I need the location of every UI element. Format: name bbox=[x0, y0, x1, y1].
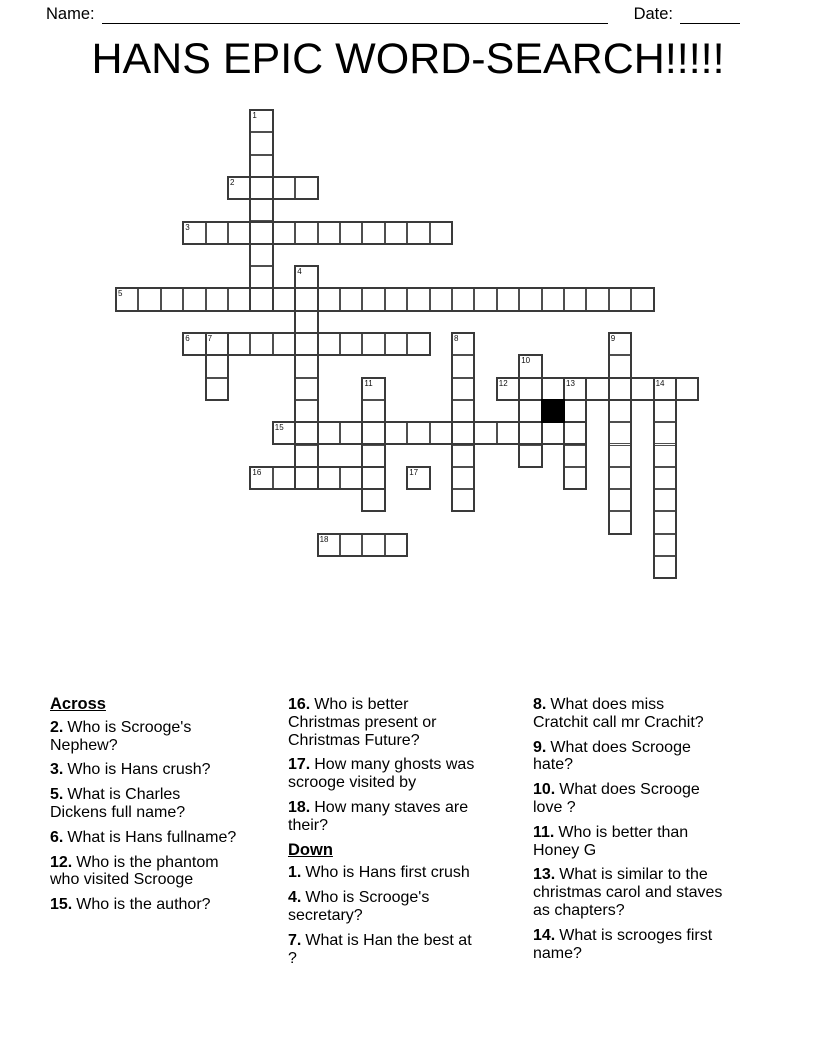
clue-number: 13. bbox=[533, 866, 556, 884]
grid-cell bbox=[318, 467, 340, 489]
clue-text: What does Scrooge hate? bbox=[533, 738, 691, 774]
grid-cell bbox=[609, 288, 631, 310]
clue-number: 12. bbox=[50, 853, 73, 871]
grid-cell bbox=[206, 378, 228, 400]
cell-number-3: 3 bbox=[185, 222, 190, 232]
grid-cell bbox=[452, 467, 474, 489]
grid-cell bbox=[228, 333, 250, 355]
grid-cell bbox=[654, 511, 676, 533]
grid-cell bbox=[228, 288, 250, 310]
grid-cell bbox=[452, 445, 474, 467]
grid-cell bbox=[519, 400, 541, 422]
grid-cell bbox=[273, 333, 295, 355]
grid-cell bbox=[295, 288, 317, 310]
clues-column-3 bbox=[533, 696, 723, 969]
clue-text: Who is Hans crush? bbox=[67, 761, 211, 779]
clue-number: 3. bbox=[50, 761, 64, 779]
clue-number: 15. bbox=[50, 896, 73, 914]
grid-cell bbox=[295, 378, 317, 400]
name-label: Name: bbox=[46, 5, 95, 23]
clue-number: 4. bbox=[288, 889, 302, 907]
grid-cell bbox=[340, 333, 362, 355]
clue-number: 10. bbox=[533, 781, 556, 799]
grid-cell bbox=[295, 177, 317, 199]
clue-number: 7. bbox=[288, 931, 302, 949]
clue-text: What is scrooges first name? bbox=[533, 926, 713, 962]
grid-cell bbox=[340, 534, 362, 556]
clue-down-14 bbox=[533, 927, 723, 963]
grid-cell bbox=[452, 422, 474, 444]
grid-cell bbox=[430, 422, 452, 444]
cell-number-6: 6 bbox=[185, 334, 190, 343]
grid-cell bbox=[273, 467, 295, 489]
black-cell bbox=[541, 399, 565, 423]
grid-cell bbox=[250, 266, 272, 288]
clue-across-6 bbox=[50, 829, 240, 847]
grid-cell bbox=[362, 422, 384, 444]
grid-cell bbox=[340, 288, 362, 310]
grid-cell bbox=[138, 288, 160, 310]
clue-text: Who is better than Honey G bbox=[533, 823, 689, 859]
grid-cell bbox=[654, 467, 676, 489]
grid-cell bbox=[183, 288, 205, 310]
grid-cell bbox=[362, 445, 384, 467]
cell-number-17: 17 bbox=[409, 467, 419, 477]
grid-cell bbox=[340, 222, 362, 244]
grid-cell bbox=[564, 445, 586, 467]
clue-text: What is Hans fullname? bbox=[67, 828, 237, 846]
clue-number: 17. bbox=[288, 756, 311, 774]
grid-cell bbox=[564, 400, 586, 422]
grid-cell bbox=[318, 288, 340, 310]
clue-across-12 bbox=[50, 854, 240, 890]
clue-across-5 bbox=[50, 786, 240, 822]
grid-cell bbox=[474, 288, 496, 310]
cell-number-8: 8 bbox=[454, 334, 459, 343]
clues-column-1 bbox=[50, 696, 240, 921]
clue-across-16 bbox=[288, 696, 476, 749]
cell-number-1: 1 bbox=[252, 111, 257, 120]
grid-cell bbox=[564, 422, 586, 444]
grid-cell bbox=[318, 333, 340, 355]
clue-text: Who is the phantom who visited Scrooge bbox=[50, 853, 219, 889]
across-header: Across bbox=[50, 695, 106, 713]
cell-number-5: 5 bbox=[118, 289, 123, 299]
cell-number-13: 13 bbox=[566, 378, 575, 388]
grid-cell bbox=[273, 177, 295, 199]
clue-across-17 bbox=[288, 756, 476, 792]
grid-cell bbox=[609, 378, 631, 400]
grid-cell bbox=[385, 422, 407, 444]
clue-text: What is Han the best at ? bbox=[288, 931, 472, 967]
clue-down-4 bbox=[288, 889, 476, 925]
grid-cell bbox=[385, 333, 407, 355]
cell-number-11: 11 bbox=[364, 378, 373, 388]
grid-cell bbox=[564, 467, 586, 489]
grid-cell bbox=[452, 489, 474, 511]
clue-number: 8. bbox=[533, 696, 547, 713]
cell-number-16: 16 bbox=[252, 467, 262, 477]
grid-cell bbox=[385, 288, 407, 310]
grid-cell bbox=[497, 288, 519, 310]
grid-cell bbox=[609, 511, 631, 533]
grid-cell bbox=[318, 222, 340, 244]
grid-cell bbox=[362, 333, 384, 355]
clue-number: 5. bbox=[50, 786, 64, 804]
grid-cell bbox=[362, 489, 384, 511]
grid-cell bbox=[654, 422, 676, 444]
cell-number-14: 14 bbox=[655, 378, 665, 388]
clue-across-3 bbox=[50, 761, 240, 779]
clue-text: What does Scrooge love ? bbox=[533, 781, 700, 816]
clue-down-10 bbox=[533, 781, 723, 817]
clue-text: How many ghosts was scrooge visited by bbox=[288, 756, 475, 792]
grid-cell bbox=[250, 177, 272, 199]
grid-cell bbox=[631, 288, 653, 310]
clue-text: Who is Hans first crush bbox=[305, 864, 470, 882]
clue-text: What is similar to the christmas carol and staves as chapters? bbox=[533, 866, 723, 919]
grid-cell bbox=[564, 288, 586, 310]
grid-cell bbox=[340, 467, 362, 489]
grid-cell bbox=[407, 222, 429, 244]
clue-number: 6. bbox=[50, 828, 64, 846]
grid-cell bbox=[273, 288, 295, 310]
cell-number-18: 18 bbox=[319, 534, 329, 544]
grid-cell bbox=[407, 333, 429, 355]
grid-cell bbox=[385, 222, 407, 244]
grid-cell bbox=[654, 534, 676, 556]
clue-down-13 bbox=[533, 866, 723, 919]
grid-cell bbox=[250, 222, 272, 244]
grid-cell bbox=[362, 288, 384, 310]
grid-cell bbox=[676, 378, 698, 400]
grid-cell bbox=[474, 422, 496, 444]
clue-text: What does miss Cratchit call mr Crachit? bbox=[533, 696, 704, 731]
grid-cell bbox=[631, 378, 653, 400]
clue-text: Who is the author? bbox=[76, 896, 211, 914]
grid-cell bbox=[542, 288, 564, 310]
grid-cell bbox=[295, 311, 317, 333]
clue-down-8 bbox=[533, 696, 723, 732]
clue-text: Who is better Christmas present or Christmas Future? bbox=[288, 696, 437, 749]
clue-across-2 bbox=[50, 719, 240, 755]
clue-down-1 bbox=[288, 864, 476, 882]
grid-cell bbox=[250, 244, 272, 266]
grid-cell bbox=[250, 288, 272, 310]
cell-number-4: 4 bbox=[297, 267, 302, 277]
grid-cell bbox=[430, 288, 452, 310]
grid-cell bbox=[362, 400, 384, 422]
grid-cell bbox=[542, 378, 564, 400]
clue-text: What is Charles Dickens full name? bbox=[50, 786, 186, 821]
clue-number: 1. bbox=[288, 864, 302, 882]
clue-down-11 bbox=[533, 824, 723, 860]
grid-cell bbox=[250, 333, 272, 355]
clue-number: 2. bbox=[50, 718, 64, 736]
clues-column-2 bbox=[288, 696, 476, 974]
grid-cell bbox=[161, 288, 183, 310]
clue-number: 11. bbox=[533, 823, 555, 841]
grid-cell bbox=[206, 288, 228, 310]
grid-cell bbox=[295, 422, 317, 444]
grid-cell bbox=[295, 445, 317, 467]
grid-cell bbox=[452, 400, 474, 422]
grid-cell bbox=[497, 422, 519, 444]
clue-number: 16. bbox=[288, 696, 311, 713]
grid-cell bbox=[609, 422, 631, 444]
cell-number-9: 9 bbox=[610, 334, 616, 343]
grid-cell bbox=[250, 155, 272, 177]
down-header: Down bbox=[288, 840, 333, 859]
grid-cell bbox=[654, 400, 676, 422]
date-label: Date: bbox=[633, 5, 673, 23]
grid-cell bbox=[519, 445, 541, 467]
clue-text: How many staves are their? bbox=[288, 798, 469, 834]
cell-number-10: 10 bbox=[521, 356, 531, 366]
grid-cell bbox=[295, 467, 317, 489]
grid-cell bbox=[318, 422, 340, 444]
grid-cell bbox=[407, 288, 429, 310]
grid-cell bbox=[452, 378, 474, 400]
clue-number: 9. bbox=[533, 738, 547, 756]
grid-cell bbox=[430, 222, 452, 244]
grid-cell bbox=[250, 132, 272, 154]
grid-cell bbox=[452, 355, 474, 377]
grid-cell bbox=[519, 422, 541, 444]
grid-cell bbox=[206, 222, 228, 244]
grid-cell bbox=[519, 378, 541, 400]
clue-across-15 bbox=[50, 896, 240, 914]
clue-text: Who is Scrooge's secretary? bbox=[288, 889, 430, 924]
grid-cell bbox=[542, 422, 564, 444]
grid-cell bbox=[385, 534, 407, 556]
grid-cell bbox=[250, 199, 272, 221]
grid-cell bbox=[273, 222, 295, 244]
grid-cell bbox=[586, 288, 608, 310]
grid-cell bbox=[609, 489, 631, 511]
grid-cell bbox=[609, 445, 631, 467]
clue-number: 18. bbox=[288, 798, 311, 816]
grid-cell bbox=[295, 400, 317, 422]
grid-cell bbox=[519, 288, 541, 310]
grid-cell bbox=[228, 222, 250, 244]
grid-cell bbox=[295, 355, 317, 377]
grid-cell bbox=[609, 355, 631, 377]
grid-cell bbox=[362, 222, 384, 244]
grid-cell bbox=[609, 400, 631, 422]
cell-number-2: 2 bbox=[230, 177, 235, 187]
cell-number-12: 12 bbox=[498, 378, 508, 388]
grid-cell bbox=[407, 422, 429, 444]
grid-cell bbox=[295, 222, 317, 244]
clue-number: 14. bbox=[533, 926, 556, 944]
grid-cell bbox=[295, 333, 317, 355]
grid-cell bbox=[654, 489, 676, 511]
grid-cell bbox=[586, 378, 608, 400]
grid-cell bbox=[654, 556, 676, 578]
grid-cell bbox=[654, 445, 676, 467]
grid-cell bbox=[362, 467, 384, 489]
grid-cell bbox=[340, 422, 362, 444]
page-title: HANS EPIC WORD-SEARCH!!!!! bbox=[91, 35, 725, 83]
clue-across-18 bbox=[288, 799, 476, 835]
grid-cell bbox=[452, 288, 474, 310]
clue-text: Who is Scrooge's Nephew? bbox=[50, 718, 192, 754]
grid-cell bbox=[609, 467, 631, 489]
grid-cell bbox=[206, 355, 228, 377]
clue-down-7 bbox=[288, 932, 476, 968]
cell-number-7: 7 bbox=[207, 334, 213, 343]
grid-cell bbox=[362, 534, 384, 556]
cell-number-15: 15 bbox=[274, 423, 284, 433]
clue-down-9 bbox=[533, 739, 723, 775]
